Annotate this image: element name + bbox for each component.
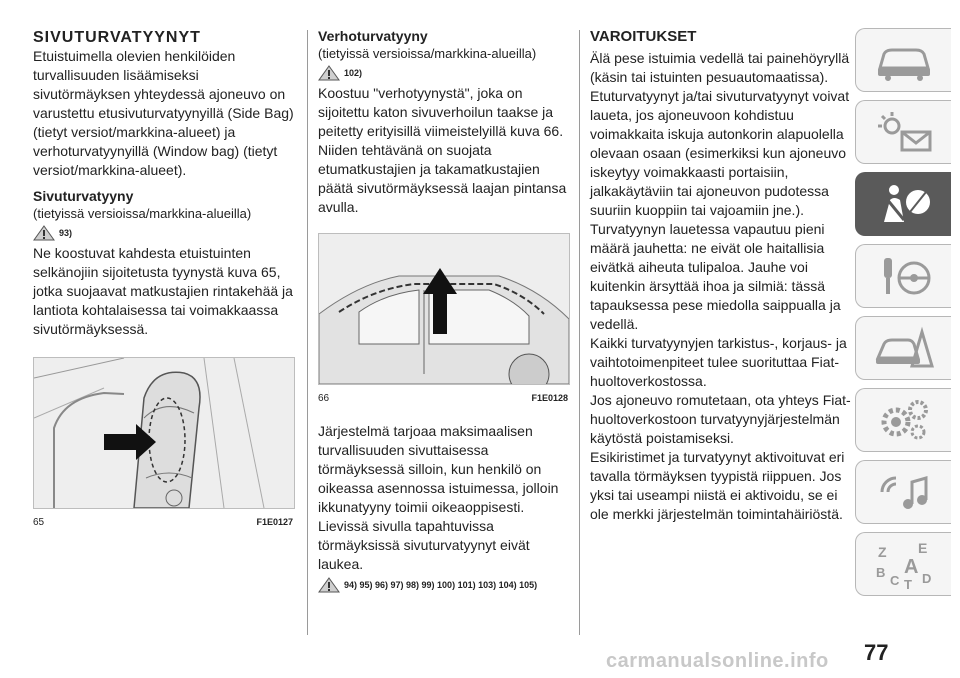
index-letter: E	[917, 540, 927, 556]
index-letter: T	[903, 577, 912, 589]
figure-code: F1E0128	[531, 393, 568, 403]
figure-66	[318, 233, 570, 385]
warning-paragraph: Esikiristimet ja turvatyynyt aktivoituvat eri tavalla törmäyksen tyypistä riippuen. Jos yksi tai useampi niistä ei aktivoidu, se ei ole merkki järjestelmän toimintahäiriöstä.	[590, 449, 845, 522]
warning-reference-numbers: 94) 95) 96) 97) 98) 99) 100) 101) 103) 104) 105)	[344, 579, 538, 590]
figure-number: 66	[318, 393, 330, 404]
alphabetical-index-icon	[872, 539, 936, 589]
chapter-tab-dashboard[interactable]	[855, 28, 951, 92]
seatbelt-airbag-icon	[874, 182, 934, 226]
warning-reference	[33, 224, 295, 242]
key-steering-wheel-icon	[874, 254, 934, 298]
index-letter: D	[921, 571, 931, 586]
index-letter: C	[889, 573, 899, 588]
warning-triangle-icon	[33, 225, 55, 241]
gears-maintenance-icon	[874, 398, 934, 442]
warning-paragraph: Kaikki turvatyynyjen tarkistus-, korjaus- ja vaihtotoimenpiteet tulee suorituttaa Fiat-huoltoverkostossa.	[590, 335, 847, 389]
warning-reference-number: 102)	[344, 67, 363, 78]
subsection-title: Sivuturvatyyny	[33, 188, 134, 204]
column-divider-left	[307, 30, 308, 635]
multimedia-note-icon	[874, 470, 934, 514]
curtain-airbag-illustration	[319, 234, 569, 384]
subsection-title: Verhoturvatyyny	[318, 28, 428, 44]
warning-reference	[318, 64, 574, 82]
column-divider-right	[579, 30, 580, 635]
warning-reference-number: 93)	[59, 227, 73, 238]
index-letter: B	[875, 565, 885, 580]
warning-paragraph: Jos ajoneuvo romutetaan, ota yhteys Fiat-huoltoverkostoon turvatyynyjärjestelmän käytöstä poistamiseksi.	[590, 392, 851, 446]
chapter-tab-maintenance[interactable]	[855, 388, 951, 452]
body-paragraph: Järjestelmä tarjoaa maksimaalisen turvallisuuden sivuttaisessa törmäyksessä silloin, kun henkilö on oikeassa asennossa istuimessa, jolloin ikkunatyyny toimii oikeaoppisesti. Lievissä sivulla tapahtuvissa törmäyksissä sivuturvatyynyt eivät laukea.	[318, 423, 559, 572]
chapter-tab-safety[interactable]	[855, 172, 951, 236]
page-number: 77	[864, 640, 889, 665]
chapter-tab-emergency[interactable]	[855, 316, 951, 380]
seat-side-airbag-illustration	[34, 358, 294, 508]
subsection-note: (tietyissä versioissa/markkina-alueilla)	[33, 206, 252, 221]
warning-paragraph: Turvatyynyn lauetessa vapautuu pieni määrä jauhetta: ne eivät ole haitallisia eivätkä aiheuta tulipaloa. Jauhe voi kuitenkin ärsyttää ihoa ja silmiä: tässä tapauksessa pese miedolla saippualla ja vedellä.	[590, 221, 841, 332]
figure-code: F1E0127	[256, 517, 293, 527]
chapter-tab-starting-driving[interactable]	[855, 244, 951, 308]
warning-paragraph: Etuturvatyynyt ja/tai sivuturvatyynyt voivat laueta, jos ajoneuvoon kohdistuu voimakkaita iskuja autonkorin alapuolella olevaan osaan (esimerkiksi kun ajoneuvo iskeytyy voimakkaasti portaisiin, jalkakäytäviin tai ajoneuvon pudotessa suuriin kuoppiin tai vajoamiin jne.).	[590, 88, 850, 218]
subsection-note: (tietyissä versioissa/markkina-alueilla)	[318, 46, 537, 61]
warning-triangle-icon	[318, 65, 340, 81]
warning-triangle-icon	[318, 577, 340, 593]
chapter-tab-index[interactable]	[855, 532, 951, 596]
figure-number: 65	[33, 517, 45, 528]
figure-66-caption	[318, 389, 568, 408]
chapter-tab-multimedia[interactable]	[855, 460, 951, 524]
column-curtain-airbag	[318, 28, 574, 596]
index-letter: A	[903, 556, 918, 578]
warning-lights-message-icon	[874, 110, 934, 154]
car-dashboard-icon	[874, 38, 934, 82]
index-letter: Z	[877, 544, 887, 560]
intro-paragraph: Etuistuimella olevien henkilöiden turvallisuuden lisäämiseksi sivutörmäyksen yhteydessä ajoneuvo on varustettu etusivuturvatyynyillä (Side Bag) (tietyt versiot/markkina-alueet) ja verhoturvatyynyillä (Window bag) (tietyt versiot/markkina-alueet).	[33, 48, 294, 178]
figure-65-caption	[33, 513, 293, 532]
warning-paragraph: Älä pese istuimia vedellä tai painehöyryllä (käsin tai istuinten pesuautomaatissa).	[590, 50, 850, 85]
section-title: SIVUTURVATYYNYT	[33, 29, 201, 46]
figure-65	[33, 357, 295, 509]
watermark: carmanualsonline.info	[606, 650, 829, 672]
warnings-title: VAROITUKSET	[590, 28, 697, 45]
breakdown-warning-triangle-icon	[874, 326, 934, 370]
column-warnings	[590, 28, 852, 524]
body-paragraph: Ne koostuvat kahdesta etuistuinten selkänojiin sijoitetusta tyynystä kuva 65, jotka suojaavat matkustajien rintakehää ja lantiota kohtalaisessa tai voimakkaassa sivutörmäyksessä.	[33, 245, 293, 337]
chapter-tab-warning-lights[interactable]	[855, 100, 951, 164]
warning-references	[318, 576, 574, 594]
body-paragraph: Koostuu "verhotyynystä", joka on sijoitettu katon sivuverhoilun taakse ja peitetty erityisillä viimeistelyillä kuva 66. Niiden tehtävänä on suojata etumatkustajien ja takamatkustajien päätä sivutörmäyksessä laajan pintansa avulla.	[318, 85, 567, 215]
column-side-airbag	[33, 28, 295, 532]
